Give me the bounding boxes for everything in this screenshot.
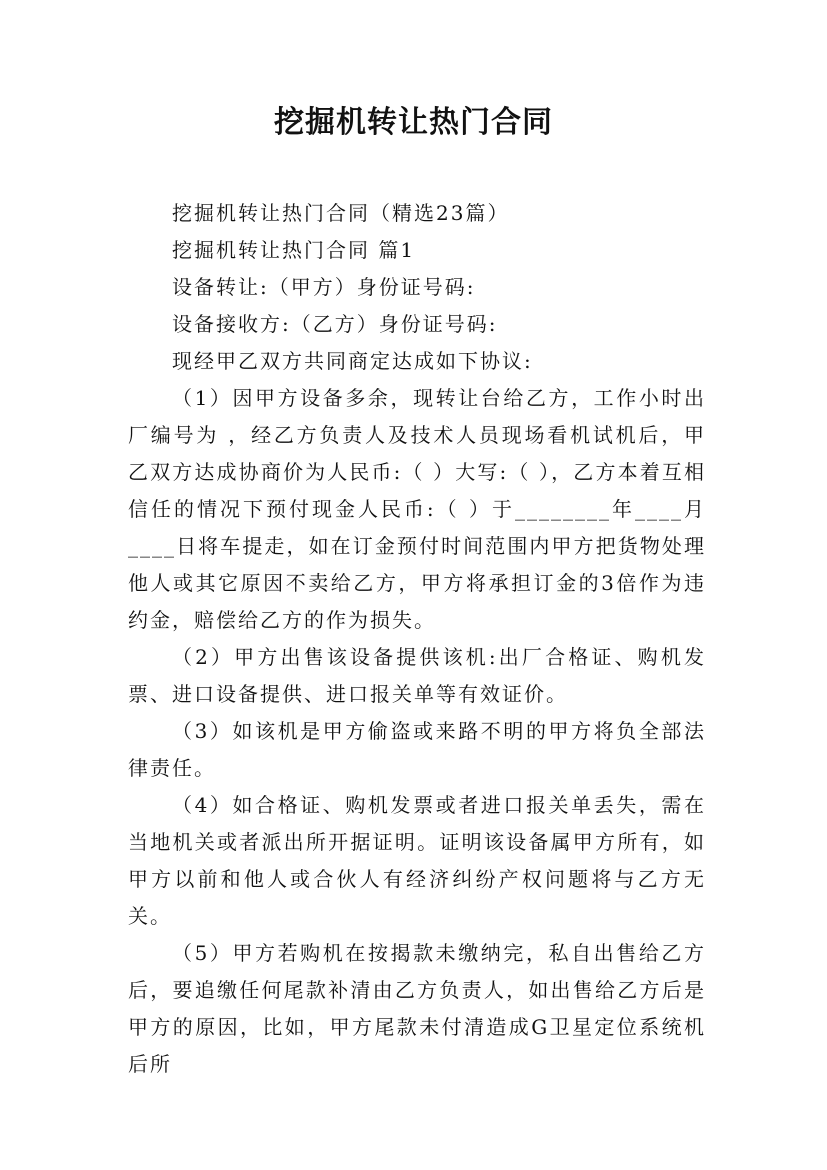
paragraph-agreement-intro: 现经甲乙双方共同商定达成如下协议: xyxy=(172,349,533,373)
paragraph-clause-5: （5）甲方若购机在按揭款未缴纳完，私自出售给乙方后，要追缴任何尾款补清由乙方负责人，如出售给乙方后是甲方的原因，比如，甲方尾款未付清造成G卫星定位系统机后所 xyxy=(128,941,706,1076)
paragraph-transferor: 设备转让:（甲方）身份证号码: xyxy=(172,275,476,299)
paragraph-article-heading: 挖掘机转让热门合同 篇1 xyxy=(172,238,416,262)
document-title: 挖掘机转让热门合同 xyxy=(274,105,553,140)
document-body xyxy=(128,195,706,1083)
paragraph-subtitle: 挖掘机转让热门合同（精选23篇） xyxy=(172,201,510,225)
paragraph-clause-4: （4）如合格证、购机发票或者进口报关单丢失，需在当地机关或者派出所开据证明。证明该设备属甲方所有，如甲方以前和他人或合伙人有经济纠纷产权问题将与乙方无关。 xyxy=(128,793,706,928)
paragraph-receiver: 设备接收方:（乙方）身份证号码: xyxy=(172,312,498,336)
paragraph-clause-2: （2）甲方出售该设备提供该机:出厂合格证、购机发票、进口设备提供、进口报关单等有效证价。 xyxy=(128,645,706,706)
paragraph-clause-3: （3）如该机是甲方偷盗或来路不明的甲方将负全部法律责任。 xyxy=(128,719,706,780)
paragraph-clause-1: （1）因甲方设备多余，现转让台给乙方，工作小时出厂编号为 ，经乙方负责人及技术人员现场看机试机后，甲乙双方达成协商价为人民币:（ ）大写:（ ），乙方本着互相信任的情况下预付现金人民币:（ ）于________年____月____日将车提走，如在订金预付时间范围内甲方把货物处理他人或其它原因不卖给乙方，甲方将承担订金的3倍作为违约金，赔偿给乙方的作为损失。 xyxy=(128,386,706,632)
